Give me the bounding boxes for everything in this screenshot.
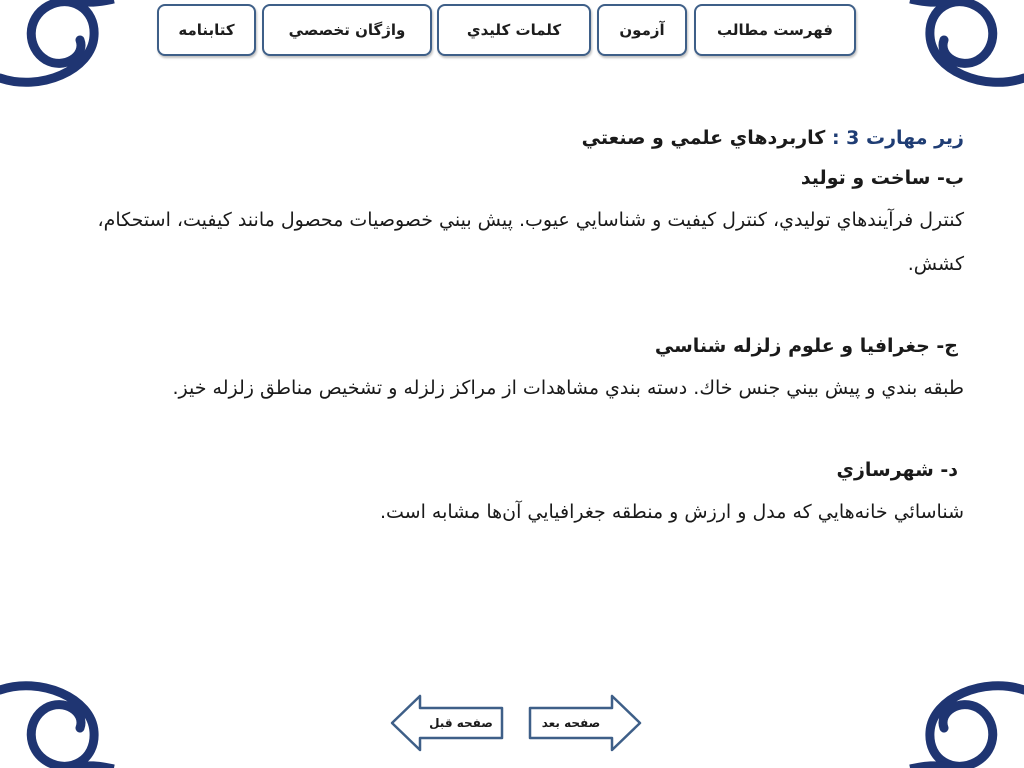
- section-heading-manufacturing: ب- ساخت و توليد: [800, 167, 964, 189]
- next-page-label: صفحه بعد: [541, 716, 601, 730]
- corner-ornament-top-left: [0, 0, 120, 100]
- corner-ornament-top-right: [904, 0, 1024, 100]
- nav-button-exam[interactable]: آزمون: [597, 4, 687, 56]
- section-text-geography: طبقه بندي و پيش بيني جنس خاك. دسته بندي مشاهدات از مراكز زلزله و تشخيص مناطق زلزله خيز.: [172, 377, 964, 399]
- section-text-manufacturing: كنترل فرآيندهاي توليدي، كنترل كيفيت و شناسايي عيوب. پيش بيني خصوصيات محصول مانند كيفيت، استحكام، كشش.: [97, 209, 964, 275]
- section-text-urban-planning: شناسائي خانه‌هايي كه مدل و ارزش و منطقه جغرافيايي آن‌ها مشابه است.: [379, 501, 964, 523]
- section-heading-geography: ج- جغرافيا و علوم زلزله شناسي: [654, 335, 958, 357]
- subskill-prefix: زير مهارت 3 :: [831, 127, 964, 149]
- subskill-title: [40, 118, 964, 158]
- prev-page-button[interactable]: [390, 694, 506, 752]
- next-page-button[interactable]: [526, 694, 642, 752]
- prev-page-label: صفحه قبل: [429, 716, 493, 730]
- nav-button-table-of-contents[interactable]: فهرست مطالب: [694, 4, 856, 56]
- section-heading-urban-planning: د- شهرسازي: [836, 459, 958, 481]
- nav-button-glossary[interactable]: واژگان تخصصي: [262, 4, 432, 56]
- nav-button-keywords[interactable]: كلمات كليدي: [437, 4, 591, 56]
- corner-ornament-bottom-left: [0, 668, 120, 768]
- subskill-title-text: كاربردهاي علمي و صنعتي: [581, 127, 826, 149]
- main-content: [40, 118, 964, 534]
- corner-ornament-bottom-right: [904, 668, 1024, 768]
- nav-button-bibliography[interactable]: كتابنامه: [157, 4, 256, 56]
